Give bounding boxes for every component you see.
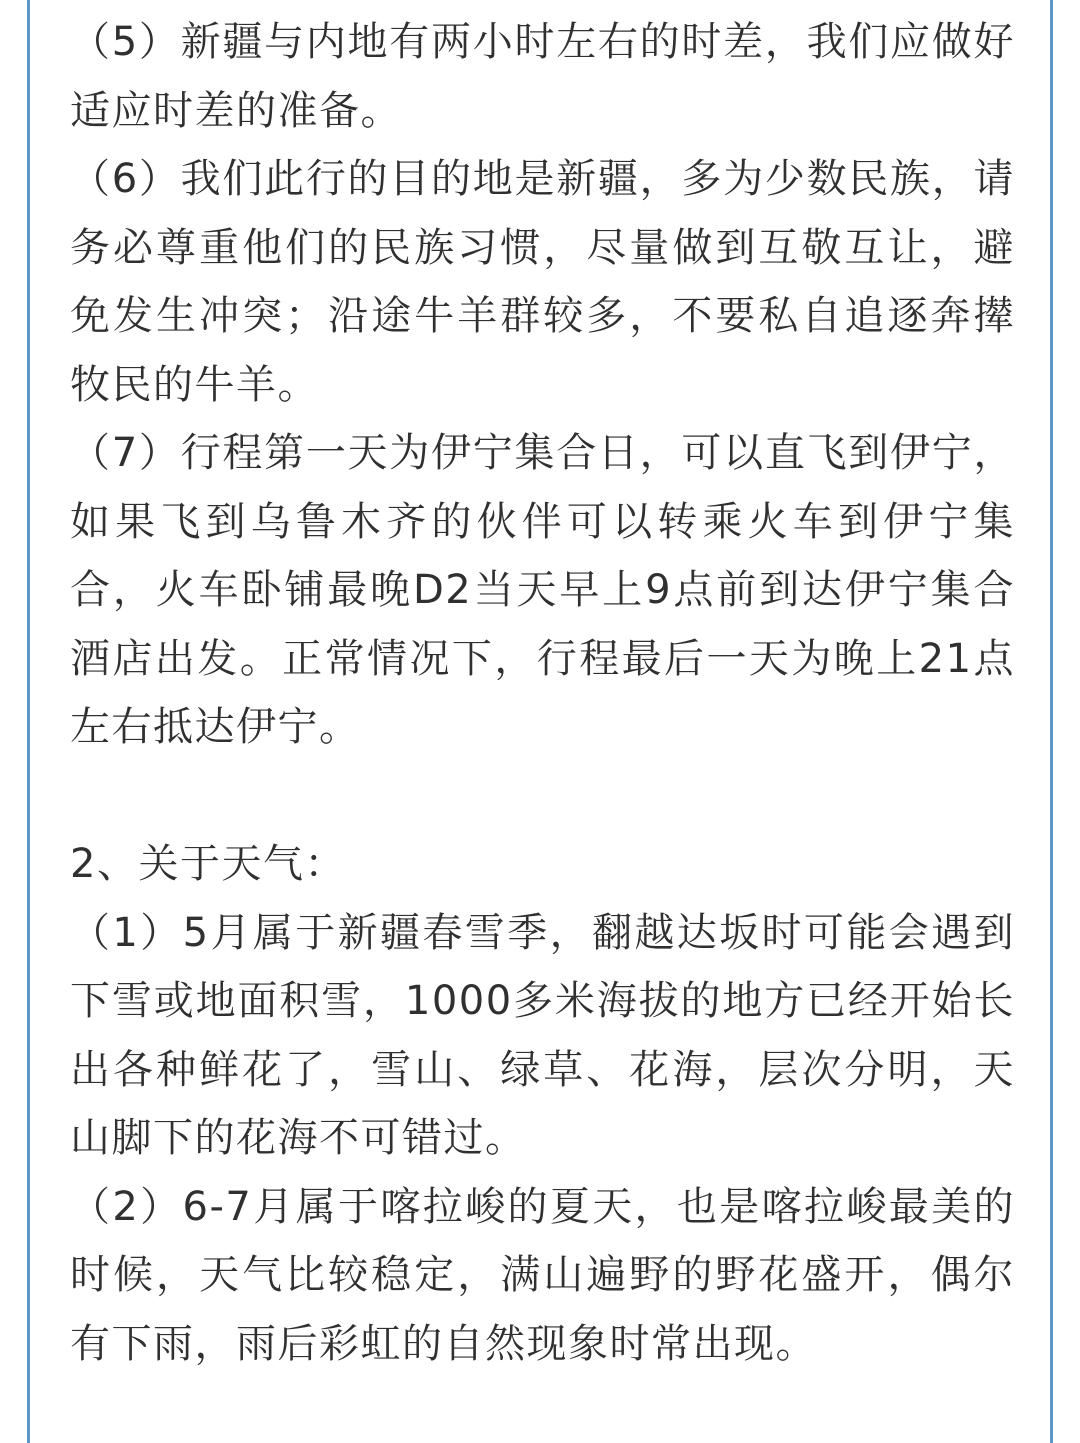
notice-item-6: （6）我们此行的目的地是新疆，多为少数民族，请务必尊重他们的民族习惯，尽量做到互敬互让，避免发生冲突；沿途牛羊群较多，不要私自追逐奔撵牧民的牛羊。 bbox=[70, 156, 1015, 408]
notice-item-7: （7）行程第一天为伊宁集合日，可以直飞到伊宁，如果飞到乌鲁木齐的伙伴可以转乘火车到伊宁集合，火车卧铺最晚D2当天早上9点前到达伊宁集合酒店出发。正常情况下，行程最后一天为晚上21点左右抵达伊宁。 bbox=[70, 430, 1015, 750]
weather-item-2: （2）6-7月属于喀拉峻的夏天，也是喀拉峻最美的时候，天气比较稳定，满山遍野的野花盛开，偶尔有下雨，雨后彩虹的自然现象时常出现。 bbox=[70, 1183, 1015, 1367]
weather-item-1: （1）5月属于新疆春雪季，翻越达坂时可能会遇到下雪或地面积雪，1000多米海拔的地方已经开始长出各种鲜花了，雪山、绿草、花海，层次分明，天山脚下的花海不可错过。 bbox=[70, 909, 1015, 1161]
notice-item-5: （5）新疆与内地有两小时左右的时差，我们应做好适应时差的准备。 bbox=[70, 19, 1015, 134]
weather-heading: 2、关于天气： bbox=[70, 841, 346, 887]
right-frame-border bbox=[1050, 0, 1053, 1443]
paragraph-spacer bbox=[70, 762, 1015, 831]
left-frame-border bbox=[27, 0, 30, 1443]
article-content bbox=[70, 8, 1015, 1378]
